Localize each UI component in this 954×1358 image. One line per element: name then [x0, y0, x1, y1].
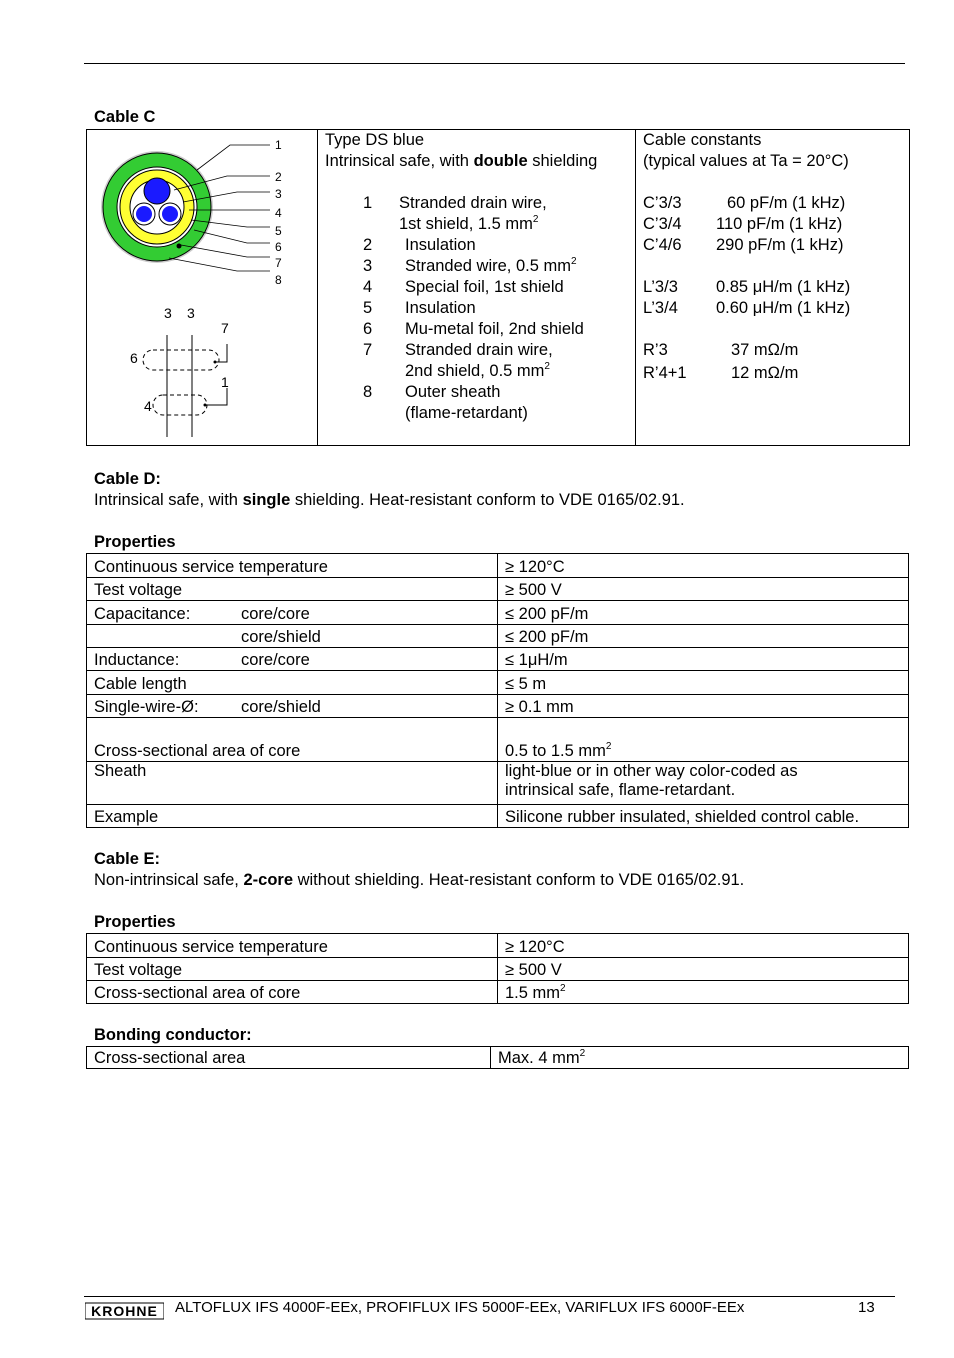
constant-name: R’3: [643, 341, 668, 359]
page-number: 13: [858, 1299, 875, 1316]
cable-c-heading: Cable C: [94, 108, 156, 126]
constant-name: C’4/6: [643, 236, 682, 254]
diagram-label-5: 5: [275, 224, 282, 238]
constant-value: 110 pF/m (1 kHz): [716, 215, 843, 233]
property-label: Cable length: [87, 671, 498, 695]
diagram-label-3: 3: [275, 187, 282, 201]
schematic-label-e: 1: [221, 374, 229, 390]
table-row: [87, 695, 909, 718]
cable-cross-section-diagram: [87, 130, 317, 445]
table-row: [87, 762, 909, 805]
table-row: [87, 805, 909, 828]
cable-d-description: Intrinsical safe, with single shielding. Heat-resistant conform to VDE 0165/02.91.: [94, 491, 685, 509]
diagram-label-6: 6: [275, 240, 282, 254]
property-value: ≥ 120°C: [498, 934, 909, 958]
table-row: [87, 981, 909, 1004]
table-row: [87, 671, 909, 695]
constant-value: 0.60 μH/m (1 kHz): [716, 299, 851, 317]
table-row: [87, 958, 909, 981]
property-value: ≤ 200 pF/m: [498, 601, 909, 625]
property-value: light-blue or in other way color-coded as intrinsical safe, flame-retardant.: [498, 762, 909, 805]
table-row: [87, 718, 909, 762]
constants-subtitle: (typical values at Ta = 20°C): [643, 152, 849, 170]
item-number: 4: [363, 278, 373, 296]
core-blue-2: [136, 206, 152, 222]
property-sublabel: core/core: [241, 651, 310, 669]
constant-value: 0.85 μH/m (1 kHz): [716, 278, 851, 296]
core-blue-3: [162, 206, 178, 222]
item-text: Outer sheath: [405, 383, 501, 401]
diagram-label-2: 2: [275, 170, 282, 184]
diagram-label-7: 7: [275, 256, 282, 270]
constant-value: 290 pF/m (1 kHz): [716, 236, 844, 254]
item-number: 8: [363, 383, 373, 401]
constant-value: 12 mΩ/m: [731, 364, 799, 382]
property-value: ≥ 0.1 mm: [498, 695, 909, 718]
cable-c-safety: Intrinsical safe, with double shielding: [325, 152, 598, 170]
cable-c-table: [86, 129, 910, 446]
cable-e-properties-table: [86, 933, 909, 1004]
footer-rule: [84, 1296, 895, 1297]
constant-name: C’3/4: [643, 215, 682, 233]
header-rule: [84, 63, 905, 64]
item-text: 2nd shield, 0.5 $mm^2$: [405, 360, 550, 380]
footer-title: ALTOFLUX IFS 4000F-EEx, PROFIFLUX IFS 5000F-EEx, VARIFLUX IFS 6000F-EEx: [175, 1299, 745, 1316]
cable-e-heading: Cable E:: [94, 850, 161, 868]
property-label: Single-wire-Ø: core/shield: [87, 695, 498, 718]
property-label: Test voltage: [87, 958, 498, 981]
property-value: ≥ 120°C: [498, 554, 909, 578]
property-sublabel: core/core: [241, 605, 310, 623]
krohne-logo: [85, 1301, 164, 1321]
property-label: Test voltage: [87, 578, 498, 601]
property-value: ≤ 1μH/m: [498, 648, 909, 671]
cable-e-properties-heading: Properties: [94, 913, 176, 931]
table-row: [87, 934, 909, 958]
constant-name: L’3/4: [643, 299, 678, 317]
constant-value: 60 pF/m (1 kHz): [727, 194, 846, 212]
item-number: 1: [363, 194, 373, 212]
property-label: Cross-sectional area of core: [87, 981, 498, 1004]
schematic-label-b: 3: [187, 305, 195, 321]
property-sublabel: core/shield: [241, 698, 321, 716]
diagram-label-4: 4: [275, 206, 282, 220]
bonding-table: [86, 1046, 909, 1069]
cable-d-heading: Cable D:: [94, 470, 161, 488]
table-row: [87, 648, 909, 671]
cable-e-description: Non-intrinsical safe, 2-core without shielding. Heat-resistant conform to VDE 0165/02.91.: [94, 871, 745, 889]
property-label: [87, 625, 498, 648]
item-text: 1st shield, 1.5 $mm^2$: [399, 213, 539, 233]
property-sublabel: core/shield: [241, 628, 321, 646]
item-number: 6: [363, 320, 373, 338]
property-label: Continuous service temperature: [87, 934, 498, 958]
property-value: 1.5 $mm^2$: [498, 981, 909, 1004]
table-row: [87, 625, 909, 648]
property-value: Silicone rubber insulated, shielded control cable.: [498, 805, 909, 828]
bonding-heading: Bonding conductor:: [94, 1026, 252, 1044]
item-text: Stranded drain wire,: [399, 194, 547, 212]
constant-name: R’4+1: [643, 364, 687, 382]
item-text: (flame-retardant): [405, 404, 528, 422]
item-text: Mu-metal foil, 2nd shield: [405, 320, 584, 338]
diagram-label-8: 8: [275, 273, 282, 287]
property-value: ≤ 5 m: [498, 671, 909, 695]
bonding-label: Cross-sectional area: [87, 1047, 491, 1069]
svg-text:KROHNE: KROHNE: [91, 1303, 158, 1319]
property-value: 0.5 to 1.5 $mm^2$: [498, 718, 909, 762]
diagram-label-1: 1: [275, 138, 282, 152]
cable-d-properties-heading: Properties: [94, 533, 176, 551]
property-label: Example: [87, 805, 498, 828]
item-number: 3: [363, 257, 373, 275]
property-value: ≤ 200 pF/m: [498, 625, 909, 648]
schematic-label-d: 6: [130, 350, 138, 366]
item-number: 5: [363, 299, 373, 317]
item-text: Stranded drain wire,: [405, 341, 553, 359]
item-text: Stranded wire, 0.5 $mm^2$: [405, 255, 577, 275]
property-label: Capacitance: core/core: [87, 601, 498, 625]
item-text: Special foil, 1st shield: [405, 278, 564, 296]
property-label: Sheath: [87, 762, 498, 805]
constants-title: Cable constants: [643, 131, 762, 149]
table-row: [87, 578, 909, 601]
constant-name: L’3/3: [643, 278, 678, 296]
property-value: ≥ 500 V: [498, 958, 909, 981]
cable-type: Type DS blue: [325, 131, 425, 149]
item-number: 7: [363, 341, 373, 359]
core-blue: [144, 178, 170, 204]
item-text: Insulation: [405, 299, 476, 317]
property-label: Continuous service temperature: [87, 554, 498, 578]
bonding-value: Max. 4 $mm^2$: [491, 1047, 909, 1069]
schematic-label-a: 3: [164, 305, 172, 321]
drain-wire: [177, 244, 182, 249]
constant-name: C’3/3: [643, 194, 682, 212]
table-row: [87, 554, 909, 578]
schematic-label-f: 4: [144, 398, 152, 414]
cable-d-properties-table: [86, 553, 909, 828]
item-number: 2: [363, 236, 373, 254]
property-label: Inductance: core/core: [87, 648, 498, 671]
shield-schematic: [143, 335, 227, 437]
constant-value: 37 mΩ/m: [731, 341, 799, 359]
table-row: [87, 601, 909, 625]
item-text: Insulation: [405, 236, 476, 254]
property-label: Cross-sectional area of core: [87, 718, 498, 762]
schematic-label-c: 7: [221, 320, 229, 336]
property-value: ≥ 500 V: [498, 578, 909, 601]
